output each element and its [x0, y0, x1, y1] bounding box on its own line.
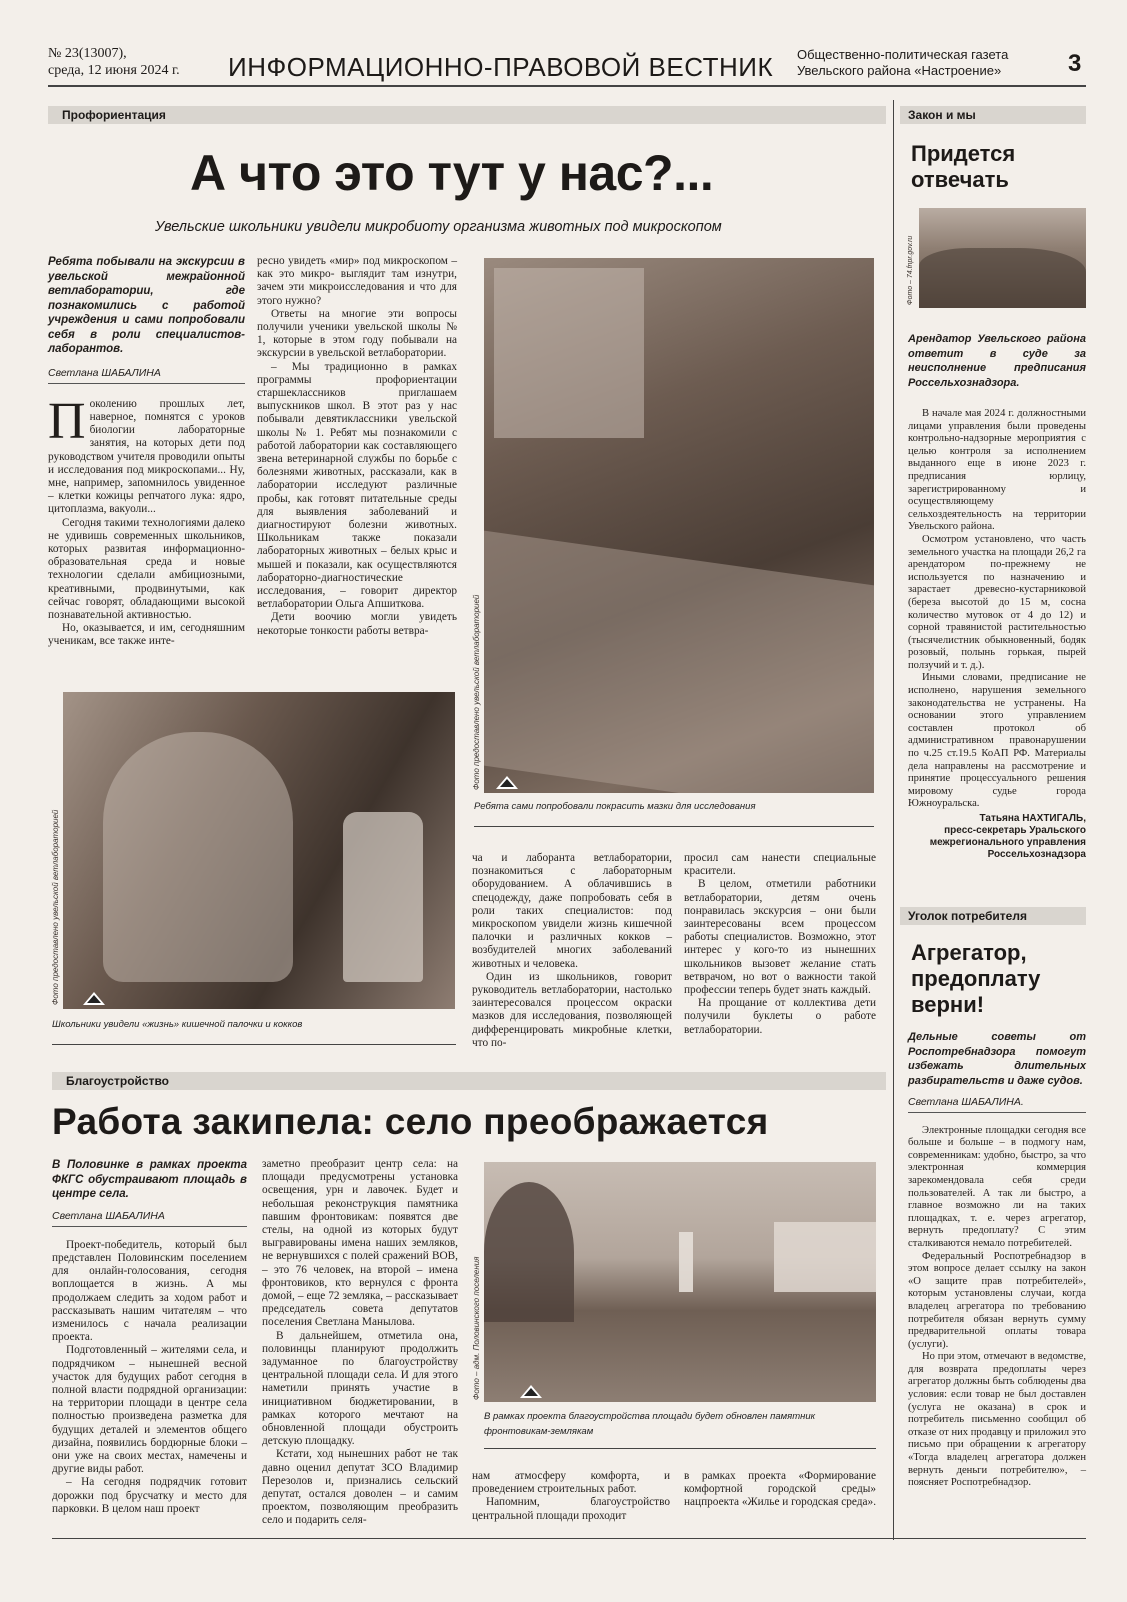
issue-date: среда, 12 июня 2024 г.	[48, 63, 180, 78]
article1-col3-p2: Один из школьников, говорит руководитель ветлаборатории, настолько заинтересовался процессом окраски мазков для исследования, позволяющей дифференцировать микробные клетки, что по-	[472, 970, 672, 1049]
microscope-shape	[343, 812, 423, 982]
article2-column-4	[684, 1470, 876, 1510]
article2-rubric: Благоустройство	[52, 1072, 886, 1090]
article1-column-1	[48, 255, 245, 649]
article1-subtitle: Увельские школьники увидели микробиоту организма животных под микроскопом	[155, 219, 722, 235]
article2-column-3	[472, 1470, 670, 1523]
article1-col1-p3: Но, оказывается, и им, сегодняшним ученикам, все также инте-	[48, 622, 245, 648]
lab-bench	[484, 531, 874, 793]
village-photo-caption: В рамках проекта благоустройства площади будет обновлен памятник фронтовикам-землякам	[484, 1411, 816, 1437]
article1-col3-p1: ча и лаборанта ветлаборатории, познакомиться с лабораторным оборудованием. А облачившись в спецодежду, даже попробовать себя в роли таких специалистов: под микроскопом увидели жизнь кишечной палочки и различных кокков – возбудителей многих заболеваний животных и человека.	[472, 852, 672, 970]
article1-col2-p3: – Мы традиционно в рамках программы профориентации старшеклассников приглашаем выпускников школ. В этот раз у нас побывали девятиклассники увельской школы № 1. Ребят мы познакомили с работой лаборатории как составляющего звена ветеринарной службы по борьбе с болезнями животных, рассказали, как в лаборатории исследуют различные пробы, как готовят питательные среды для выявления заболеваний и диагностируют болезни животных. Школьникам также показали лабораторных животных – белых крыс и мышей и показали, как осуществляются лабораторно-диагностические исследования, – говорит директор ветлаборатории Ольга Апшиткова.	[257, 360, 457, 611]
article1-col2-p2: Ответы на многие эти вопросы получили ученики увельской школы № 1, которые в этом году побывали на экскурсии в увельской ветлаборатории.	[257, 307, 457, 360]
lab-photo-credit: Фото предоставлено увельской ветлабораторией	[472, 594, 481, 790]
article2-col1-p3: – На сегодня подрядчик готовит дорожки под брусчатку и место для парковки. В целом наш проект	[52, 1476, 247, 1515]
article2-col4-p1: в рамках проекта «Формирование комфортной городской среды» нацпроекта «Жилье и городская среда».	[684, 1470, 877, 1509]
sidebar1-p2: Осмотром установлено, что часть земельного участка на площади 26,2 га арендатором по-прежнему не используется по назначению и зарастает древесно-кустарниковой (береза высотой до 15 м, сосна количество мутовок от 4 до 12) и сорной травянистой растительностью (тысячелистник обыкновенный, бодяк розовый, полынь горькая, пырей ползучий и т. д.).	[908, 533, 1086, 671]
article2-col1-p1: Проект-победитель, который был представлен Половинским поселением для онлайн-голосования, сегодня воплощается в жизнь. А мы продолжаем следить за ходом работ и рассказывать нашим читателям – что изменилось с начала реализации проекта.	[52, 1238, 247, 1344]
building-shape	[774, 1222, 876, 1292]
article2-column-2	[262, 1158, 458, 1528]
article2-col2-p1: заметно преобразит центр села: на площади предусмотрены установка освещения, урн и лавочек. Будет и небольшая реконструкция памятника павшим фронтовикам: появятся две стелы, на одной из которых будут выгравированы имена наших земляков, не вернувшихся с полей сражений ВОВ, – это 76 человек, на второй – имена фронтовиков, кто вернулся с фронта домой, – еще 72 земляка, – рассказывает председатель совета депутатов поселения Светлана Манылова.	[262, 1158, 458, 1329]
article1-column-2	[257, 255, 457, 638]
forest-photo-credit: Фото – 74.fnpr.gov.ru	[907, 235, 914, 305]
sidebar2-rubric: Уголок потребителя	[900, 907, 1086, 925]
caption-rule	[52, 1044, 456, 1045]
person-shape	[103, 732, 293, 982]
sidebar2-p3: Но при этом, отмечают в ведомстве, для возврата предоплаты через агрегатор должны быть соблюдены два условия: если товар не был доставлен (услуга не оказана) в срок и потребитель письменно сообщил об отказе от них продавцу и приложил это письмо при обращении к агрегатору «Тогда владелец агрегатора должен вернуть деньги потребителю», – поясняет Роспотребнадзор.	[908, 1351, 1086, 1489]
footer-rule	[52, 1538, 1086, 1539]
forest-photo	[919, 208, 1086, 308]
article1-title: А что это тут у нас?...	[190, 145, 714, 201]
article2-col2-p3: Кстати, ход нынешних работ не так давно оценил депутат ЗСО Владимир Перезолов и, признались сельский депутат, остался доволен – и самим проектом, позволяющим преобразить село и подарить селя-	[262, 1448, 458, 1527]
section-title: ИНФОРМАЦИОННО-ПРАВОВОЙ ВЕСТНИК	[228, 52, 774, 82]
article2-col1-p2: Подготовленный – жителями села, и подрядчиком – нынешней весной участок для будущих работ сегодня в полной власти подрядной организации: на территории площади в центре села полностью произведена разметка для будущих деталей и элементов общего дизайна, появились бордюрные блоки – они уже на своих местах, намечены и другие виды работ.	[52, 1344, 247, 1476]
photo-marker-icon	[83, 992, 105, 1005]
article1-col4-p3: На прощание от коллектива дети получили буклеты о работе ветлаборатории.	[684, 997, 876, 1036]
article1-rubric: Профориентация	[48, 106, 886, 124]
microscope-photo-credit: Фото предоставлено увельской ветлабораторией	[51, 809, 60, 1005]
sidebar1-p1: В начале мая 2024 г. должностными лицами управления были проведены контрольно-надзорные мероприятия с целью контроля за исполнением выданного еще в июне 2023 г. предписания юрлицу, зарегистрированному и осуществляющему сельхоздеятельность на территории Увельского района.	[908, 408, 1086, 533]
microscope-photo-caption: Школьники увидели «жизнь» кишечной палочки и кокков	[52, 1019, 303, 1030]
photo-marker-icon	[496, 776, 518, 789]
article1-col4-p2: В целом, отметили работники ветлаборатории, детям очень понравилась экскурсия – они были заинтересованы всем процессом работы специалистов. Возможно, этот интерес у кого-то из нынешних школьников вызовет желание стать ветврачом, но вот о важности такой профессии теперь будет знать каждый.	[684, 878, 876, 997]
sidebar2-p2: Федеральный Роспотребнадзор в этом вопросе делает ссылку на закон «О защите прав потребителей», которым установлены случаи, когда владелец агрегатора по требованию потребителя обязан вернуть сумму предварительной оплаты товара (услуги).	[908, 1250, 1086, 1350]
article1-column-4	[684, 852, 876, 1037]
sidebar1-lead: Арендатор Увельского района ответит в суде за неисполнение предписания Россельхознадзора.	[908, 333, 1086, 389]
sidebar2-p1: Электронные площадки сегодня все больше и больше – в подмогу нам, современникам: удобно, быстро, за что электронная коммерция зарекомендовала себя среди пользователей. А так ли быстро, а главное возможно ли на таких площадках, т. е. через агрегатор, вернуть предоплату? С этим сталкиваются немало потребителей.	[908, 1124, 1086, 1249]
article2-col3-p2: Напомним, благоустройство центральной площади проходит	[472, 1496, 670, 1522]
microscope-photo	[63, 692, 455, 1009]
sidebar2-author: Светлана ШАБАЛИНА.	[908, 1096, 1086, 1113]
article1-col1-p2: Сегодня такими технологиями далеко не удивишь современных школьников, которых развитая информационно-образовательная среда и новые технологии сделали амбициозными, креативными, продвинутыми, как сейчас говорят, обладающими высокой познавательной активностью.	[48, 516, 245, 621]
article2-lead: В Половинке в рамках проекта ФКГС обустраивают площадь в центре села.	[52, 1159, 247, 1200]
article2-col2-p2: В дальнейшем, отметила она, половинцы планируют продолжить задуманное по благоустройству центральной площади села. И для этого наметили принять участие в инициативном бюджетировании, в рамках которого мечтают на обновленной площади обустроить детскую площадку.	[262, 1329, 458, 1448]
article2-column-1	[52, 1158, 247, 1516]
sidebar2-lead: Дельные советы от Роспотребнадзора помогут избежать длительных разбирательств и даже судов.	[908, 1031, 1086, 1087]
sidebar2-title: Агрегатор, предоплату верни!	[911, 940, 1041, 1017]
article1-col2-p1: ресно увидеть «мир» под микроскопом – как это микро- выглядит там изнутри, зачем эти микроисследования и что для этого нужно?	[257, 255, 457, 307]
article1-col2-p4: Дети воочию могли увидеть некоторые тонкости работы ветвра-	[257, 611, 457, 637]
village-photo-credit: Фото – адм. Половинского поселения	[472, 1256, 481, 1400]
sidebar1-signature: Татьяна НАХТИГАЛЬ, пресс-секретарь Уральского межрегионального управления Россельхознадзора	[929, 813, 1086, 860]
article1-lead: Ребята побывали на экскурсии в увельской межрайонной ветлаборатории, где познакомились с работой учреждения и сами попробовали себя в роли специалистов-лаборантов.	[48, 256, 245, 355]
monument-shape	[679, 1232, 693, 1292]
article1-author: Светлана ШАБАЛИНА	[48, 367, 245, 384]
lab-photo	[484, 258, 874, 793]
forest-shape	[919, 248, 1086, 308]
article2-col3-p1: нам атмосферу комфорта, и проведением строительных работ.	[472, 1470, 670, 1496]
dropcap: П	[48, 392, 86, 450]
paper-name-line1: Общественно-политическая газета	[797, 47, 1009, 62]
sidebar1-title: Придется отвечать	[911, 141, 1016, 192]
header-rule	[48, 85, 1086, 87]
paper-name-line2: Увельского района «Настроение»	[797, 63, 1002, 78]
article1-col1-p1: Поколению прошлых лет, наверное, помнятся с уроков биологии лабораторные занятия, на которых дети под руководством учителя проводили опыты и исследования под микроскопами... Ну, мне, например, запомнилось увиденное – клетки кожицы репчатого лука: ядро, цитоплазма, вакуоли...	[48, 392, 245, 516]
article2-title: Работа закипела: село преображается	[52, 1101, 769, 1142]
lab-photo-caption: Ребята сами попробовали покрасить мазки для исследования	[474, 801, 756, 812]
sidebar1-body	[908, 332, 1086, 861]
caption-rule	[474, 826, 874, 827]
lab-window	[494, 268, 644, 438]
sidebar2-body	[908, 1030, 1086, 1490]
photo-marker-icon	[520, 1385, 542, 1398]
caption-rule	[484, 1448, 876, 1449]
article1-col4-p1: просил сам нанести специальные красители.	[684, 852, 876, 878]
village-photo	[484, 1162, 876, 1402]
issue-number: № 23(13007),	[48, 46, 127, 61]
page-number: 3	[1068, 50, 1082, 77]
sidebar1-p3: Иными словами, предписание не исполнено, нарушения земельного законодательства не устранены. На основании этого управлением составлен протокол об административном правонарушении по ч.25 ст.19.5 КоАП РФ. Материалы дела направлены на рассмотрение и принятие процессуального решения мировому судье города Южноуральска.	[908, 672, 1086, 810]
article2-author: Светлана ШАБАЛИНА	[52, 1210, 247, 1227]
column-divider	[893, 100, 894, 1540]
article1-column-3	[472, 852, 672, 1050]
trees-shape	[484, 1182, 574, 1322]
sidebar1-rubric: Закон и мы	[900, 106, 1086, 124]
